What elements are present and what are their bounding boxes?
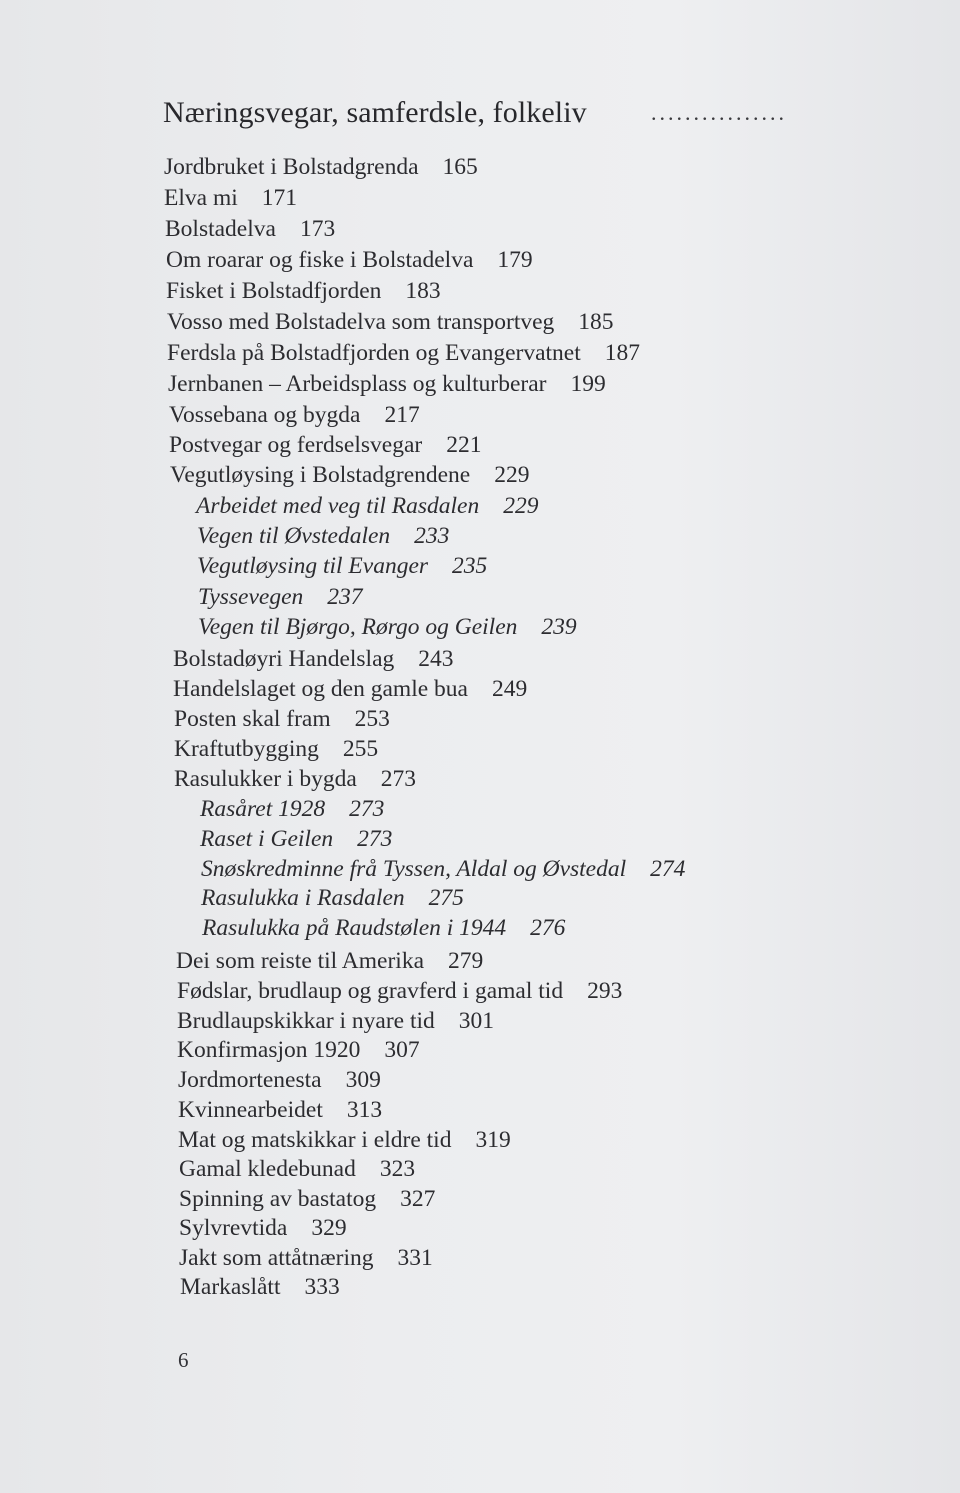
toc-entry-page: 229 (494, 462, 530, 488)
toc-entry-page: 173 (299, 216, 336, 242)
toc-entry-page: 255 (342, 736, 379, 762)
toc-entry-title: Posten skal fram (174, 706, 331, 732)
toc-entry-title: Vossebana og bygda (169, 402, 361, 428)
toc-entry-page: 253 (354, 706, 390, 732)
toc-entry-page: 235 (452, 553, 488, 579)
toc-entry-title: Raset i Geilen (200, 826, 334, 852)
toc-entry (179, 1214, 347, 1242)
toc-entry-title: Snøskredminne frå Tyssen, Aldal og Øvstedal (201, 856, 627, 882)
toc-entry-page: 221 (446, 432, 482, 458)
toc-entry (178, 1096, 382, 1124)
toc-entry-page: 239 (541, 614, 577, 640)
toc-subentry (196, 492, 538, 520)
toc-entry (179, 1185, 435, 1213)
toc-entry-title: Bolstadøyri Handelslag (173, 646, 395, 672)
toc-entry-page: 273 (357, 826, 393, 852)
toc-entry-page: 301 (458, 1008, 495, 1034)
toc-entry-title: Handelslaget og den gamle bua (173, 676, 468, 702)
toc-entry-title: Vegen til Øvstedalen (197, 523, 391, 549)
toc-subentry (197, 552, 487, 580)
toc-entry (179, 1244, 433, 1272)
toc-entry-page: 309 (345, 1067, 381, 1093)
toc-entry-page: 293 (587, 978, 623, 1004)
toc-entry-page: 333 (304, 1274, 340, 1300)
toc-entry-title: Om roarar og fiske i Bolstadelva (166, 247, 474, 273)
page-number: 6 (178, 1348, 189, 1372)
toc-entry (174, 765, 416, 793)
toc-entry-title: Sylvrevtida (179, 1215, 288, 1241)
toc-entry-page: 323 (379, 1156, 416, 1182)
heading-dot-leader: ................ (651, 100, 787, 125)
toc-entry-title: Rasulukka i Rasdalen (201, 885, 405, 911)
toc-entry-title: Konfirmasjon 1920 (177, 1037, 361, 1063)
toc-entry (170, 461, 529, 489)
toc-entry (177, 1036, 420, 1064)
toc-entry (177, 1007, 494, 1035)
toc-entry-page: 179 (497, 247, 533, 273)
toc-entry-title: Fisket i Bolstadfjorden (166, 278, 382, 304)
toc-subentry (200, 795, 384, 823)
toc-subentry (197, 522, 449, 550)
toc-entry-title: Elva mi (164, 185, 238, 211)
toc-entry-page: 237 (327, 584, 363, 610)
toc-entry-title: Jakt som attåtnæring (179, 1245, 374, 1271)
toc-entry-title: Mat og matskikkar i eldre tid (178, 1127, 452, 1153)
toc-entry-page: 171 (261, 185, 297, 211)
toc-entry-title: Arbeidet med veg til Rasdalen (196, 493, 480, 519)
toc-entry-title: Jordbruket i Bolstadgrenda (164, 154, 419, 180)
toc-entry-page: 313 (346, 1097, 383, 1123)
toc-entry-page: 229 (503, 493, 539, 519)
toc-entry (173, 645, 454, 673)
toc-entry-title: Bolstadelva (165, 216, 276, 242)
toc-entry (169, 431, 481, 459)
section-heading: Næringsvegar, samferdsle, folkeliv (163, 96, 587, 129)
toc-entry-title: Vegen til Bjørgo, Rørgo og Geilen (198, 614, 518, 640)
toc-entry-title: Ferdsla på Bolstadfjorden og Evangervatnet (167, 340, 581, 366)
toc-entry-page: 185 (578, 309, 614, 335)
toc-entry-page: 165 (442, 154, 478, 180)
toc-entry-title: Spinning av bastatog (179, 1186, 377, 1212)
toc-entry-page: 249 (491, 676, 528, 702)
toc-entry (164, 153, 478, 181)
toc-entry-page: 307 (384, 1037, 420, 1063)
toc-entry-page: 199 (570, 371, 606, 397)
toc-subentry (198, 583, 363, 611)
toc-entry-title: Jernbanen – Arbeidsplass og kulturberar (168, 371, 547, 397)
toc-entry (174, 735, 378, 763)
toc-entry (165, 215, 335, 243)
toc-entry-page: 273 (380, 766, 416, 792)
toc-entry-page: 187 (604, 340, 640, 366)
toc-entry-page: 233 (414, 523, 450, 549)
toc-entry (180, 1273, 340, 1301)
toc-entry (174, 705, 390, 733)
toc-entry (164, 184, 297, 212)
toc-entry-title: Rasulukka på Raudstølen i 1944 (202, 915, 507, 941)
toc-entry-title: Vegutløysing til Evanger (197, 553, 429, 579)
toc-entry-title: Kraftutbygging (174, 736, 319, 762)
toc-entry (169, 401, 420, 429)
toc-entry-title: Markaslått (180, 1274, 281, 1300)
toc-entry-title: Dei som reiste til Amerika (176, 948, 425, 974)
toc-entry-title: Rasulukker i bygda (174, 766, 357, 792)
toc-entry (167, 339, 640, 367)
toc-entry-title: Kvinnearbeidet (178, 1097, 323, 1123)
toc-entry-title: Gamal kledebunad (179, 1156, 356, 1182)
toc-entry (166, 246, 533, 274)
toc-entry-page: 275 (428, 885, 464, 911)
toc-entry (173, 675, 527, 703)
toc-subentry (198, 613, 577, 641)
toc-entry (168, 370, 606, 398)
toc-subentry (202, 914, 565, 942)
toc-entry-page: 331 (397, 1245, 433, 1271)
toc-entry-page: 327 (400, 1186, 436, 1212)
toc-entry-page: 319 (475, 1127, 511, 1153)
toc-entry-title: Fødslar, brudlaup og gravferd i gamal tid (177, 978, 564, 1004)
toc-entry-page: 329 (311, 1215, 347, 1241)
toc-subentry (201, 884, 464, 912)
toc-entry (179, 1155, 415, 1183)
toc-entry-title: Jordmortenesta (178, 1067, 322, 1093)
toc-entry-page: 276 (530, 915, 566, 941)
toc-entry (167, 308, 614, 336)
toc-entry (178, 1126, 511, 1154)
toc-entry-title: Brudlaupskikkar i nyare tid (177, 1008, 435, 1034)
toc-entry-title: Rasåret 1928 (200, 796, 326, 822)
toc-entry-title: Tyssevegen (198, 584, 304, 610)
toc-subentry (201, 855, 685, 883)
toc-entry-page: 183 (405, 278, 441, 304)
toc-entry (178, 1066, 381, 1094)
toc-entry-title: Vosso med Bolstadelva som transportveg (167, 309, 555, 335)
toc-entry (177, 977, 622, 1005)
toc-subentry (200, 825, 392, 853)
toc-entry-page: 274 (650, 856, 686, 882)
toc-entry-title: Vegutløysing i Bolstadgrendene (170, 462, 471, 488)
toc-entry (166, 277, 441, 305)
toc-entry-title: Postvegar og ferdselsvegar (169, 432, 423, 458)
toc-entry-page: 243 (418, 646, 454, 672)
toc-entry-page: 273 (349, 796, 385, 822)
toc-entry-page: 217 (384, 402, 420, 428)
toc-entry-page: 279 (448, 948, 484, 974)
toc-entry (176, 947, 483, 975)
